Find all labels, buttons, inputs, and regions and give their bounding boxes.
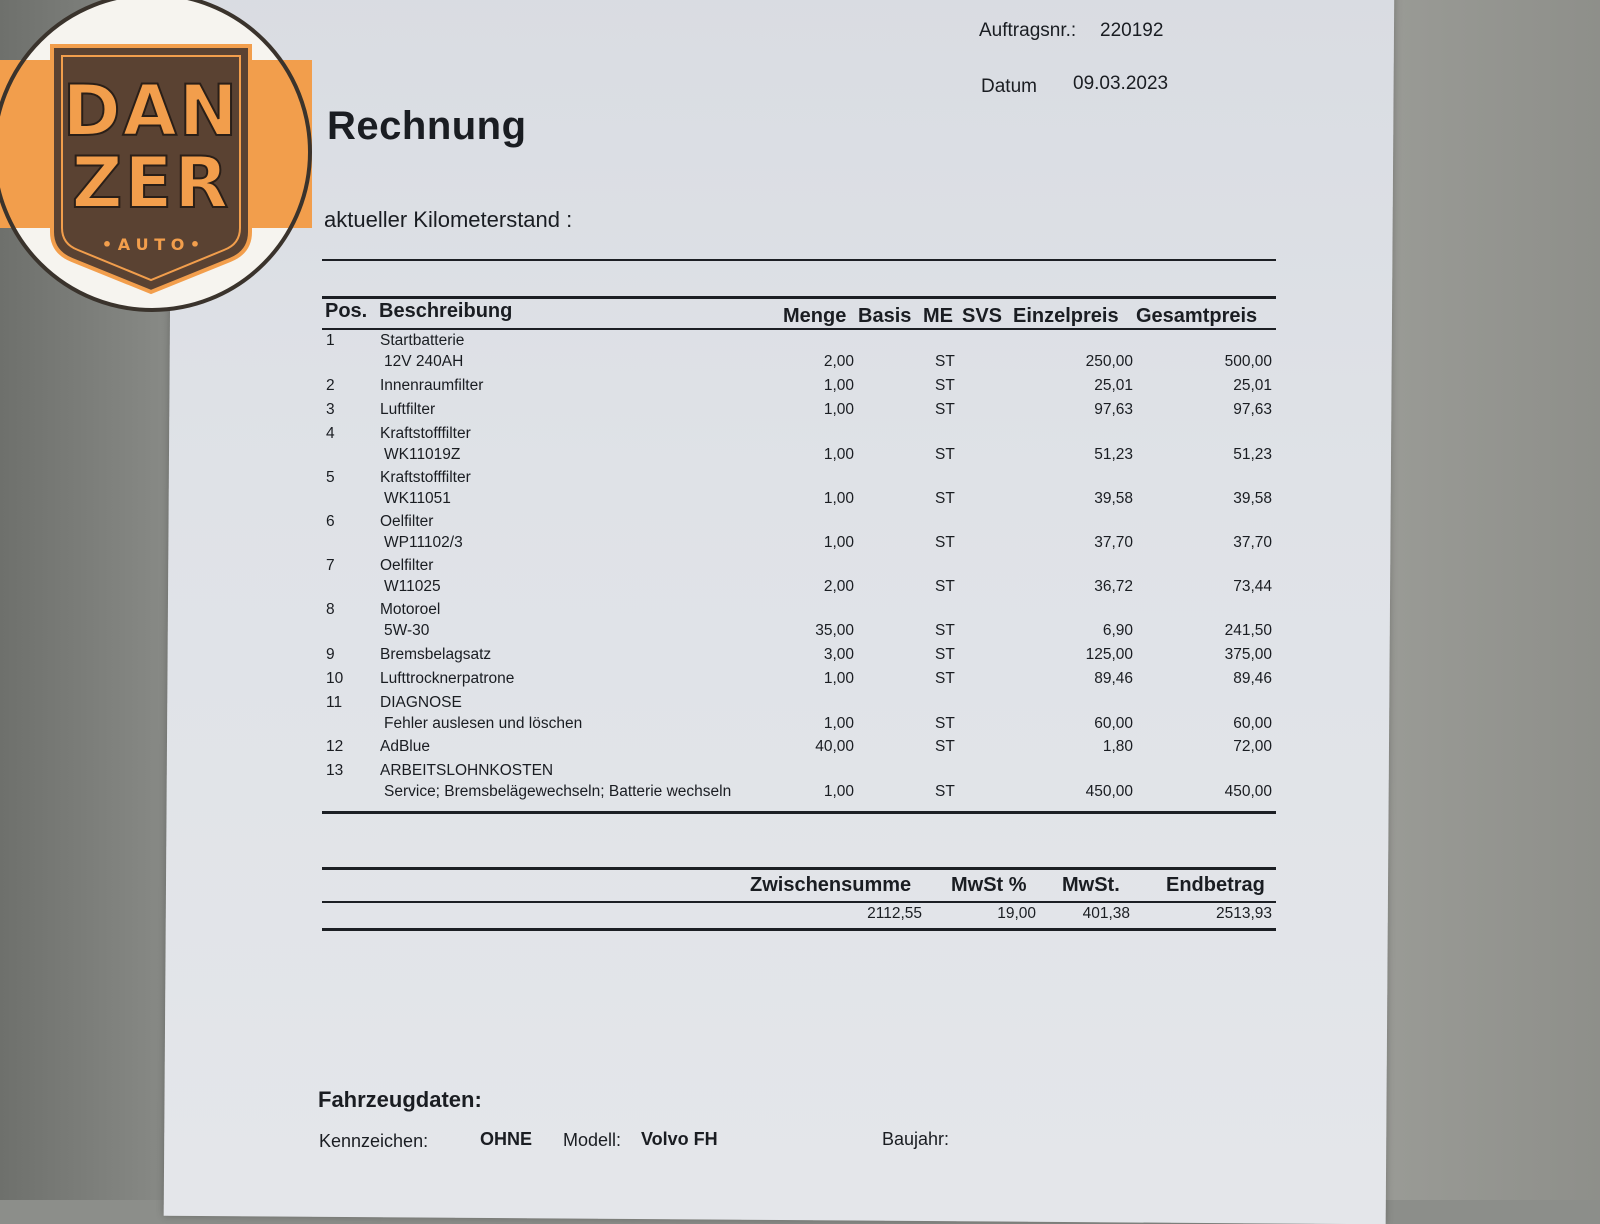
row-gesamtpreis: 51,23 — [1233, 446, 1272, 463]
row-menge: 1,00 — [823, 377, 854, 394]
row-gesamtpreis: 39,58 — [1233, 490, 1272, 507]
row-pos: 12 — [326, 738, 344, 755]
totals-value-endbetrag: 2513,93 — [1215, 905, 1272, 922]
row-description: Kraftstofffilter — [380, 425, 471, 442]
row-menge: 1,00 — [823, 446, 854, 463]
row-einzelpreis: 1,80 — [1102, 738, 1133, 755]
totals-header-zwischensumme: Zwischensumme — [750, 874, 912, 896]
row-einzelpreis: 37,70 — [1094, 534, 1133, 551]
row-description-detail: 5W-30 — [384, 622, 430, 639]
row-einzelpreis: 450,00 — [1085, 783, 1133, 800]
row-me: ST — [935, 646, 955, 663]
row-me: ST — [935, 738, 955, 755]
totals-header-endbetrag: Endbetrag — [1166, 874, 1265, 896]
row-einzelpreis: 39,58 — [1094, 490, 1133, 507]
row-menge: 1,00 — [823, 490, 854, 507]
page-title: Rechnung — [327, 104, 527, 148]
plate-value: OHNE — [480, 1129, 533, 1149]
row-menge: 40,00 — [815, 738, 854, 755]
year-label: Baujahr: — [882, 1129, 950, 1149]
vehicle-section-title: Fahrzeugdaten: — [318, 1087, 482, 1112]
row-me: ST — [935, 401, 955, 418]
row-description: Bremsbelagsatz — [380, 646, 492, 663]
row-description-detail: 12V 240AH — [384, 353, 464, 370]
row-description-detail: Service; Bremsbelägewechseln; Batterie wechseln — [384, 783, 732, 800]
row-description: Kraftstofffilter — [380, 469, 471, 486]
row-me: ST — [935, 670, 955, 687]
row-gesamtpreis: 73,44 — [1233, 578, 1272, 595]
row-pos: 13 — [326, 762, 344, 779]
col-header-description: Beschreibung — [379, 300, 513, 322]
row-description: Luftfilter — [380, 401, 436, 418]
row-description: ARBEITSLOHNKOSTEN — [380, 762, 554, 779]
totals-header-rule — [322, 901, 1276, 903]
row-pos: 3 — [326, 401, 335, 418]
row-menge: 1,00 — [823, 534, 854, 551]
row-einzelpreis: 97,63 — [1094, 401, 1133, 418]
row-pos: 7 — [326, 557, 335, 574]
row-einzelpreis: 36,72 — [1094, 578, 1133, 595]
row-me: ST — [935, 783, 955, 800]
row-gesamtpreis: 500,00 — [1224, 353, 1272, 370]
row-menge: 3,00 — [823, 646, 854, 663]
row-me: ST — [935, 446, 955, 463]
row-pos: 10 — [326, 670, 344, 687]
totals-top-rule — [322, 867, 1276, 870]
row-gesamtpreis: 450,00 — [1224, 783, 1272, 800]
totals-value-mwst-percent: 19,00 — [997, 905, 1036, 922]
row-pos: 8 — [326, 601, 335, 618]
row-gesamtpreis: 25,01 — [1233, 377, 1272, 394]
row-gesamtpreis: 60,00 — [1233, 715, 1272, 732]
row-description: AdBlue — [380, 738, 430, 755]
row-pos: 9 — [326, 646, 335, 663]
row-gesamtpreis: 89,46 — [1233, 670, 1272, 687]
row-menge: 1,00 — [823, 401, 854, 418]
row-einzelpreis: 6,90 — [1102, 622, 1133, 639]
row-pos: 11 — [326, 694, 343, 711]
row-description: Motoroel — [380, 601, 441, 618]
row-einzelpreis: 25,01 — [1094, 377, 1133, 394]
col-header-menge: Menge — [783, 305, 847, 327]
col-header-pos: Pos. — [325, 300, 368, 322]
row-description: Oelfilter — [380, 513, 434, 530]
km-label: aktueller Kilometerstand : — [324, 207, 573, 232]
row-gesamtpreis: 241,50 — [1224, 622, 1272, 639]
row-menge: 1,00 — [823, 783, 854, 800]
row-pos: 1 — [326, 332, 335, 349]
row-description-detail: W11025 — [384, 578, 441, 595]
model-value: Volvo FH — [641, 1129, 718, 1149]
row-pos: 4 — [326, 425, 335, 442]
panzer-auto-logo — [0, 0, 312, 312]
totals-header-mwst-percent: MwSt % — [951, 874, 1027, 896]
logo-text-line1: DAN — [62, 70, 240, 152]
order-number-value: 220192 — [1100, 20, 1164, 41]
date-label: Datum — [981, 76, 1037, 97]
row-menge: 2,00 — [823, 578, 854, 595]
totals-value-mwst: 401,38 — [1082, 905, 1130, 922]
totals-header-mwst: MwSt. — [1062, 874, 1120, 896]
row-einzelpreis: 51,23 — [1094, 446, 1133, 463]
model-label: Modell: — [563, 1130, 622, 1150]
table-bottom-rule — [322, 811, 1276, 814]
row-einzelpreis: 89,46 — [1094, 670, 1133, 687]
row-description: Lufttrocknerpatrone — [380, 670, 515, 687]
row-me: ST — [935, 578, 955, 595]
row-description: Oelfilter — [380, 557, 434, 574]
row-me: ST — [935, 622, 955, 639]
row-menge: 35,00 — [815, 622, 854, 639]
order-number-label: Auftragsnr.: — [979, 20, 1077, 41]
row-description: DIAGNOSE — [380, 694, 462, 711]
row-description-detail: WK11051 — [384, 490, 451, 507]
col-header-einzelpreis: Einzelpreis — [1013, 305, 1119, 327]
row-einzelpreis: 250,00 — [1085, 353, 1133, 370]
row-me: ST — [935, 534, 955, 551]
date-value: 09.03.2023 — [1073, 73, 1169, 94]
row-gesamtpreis: 37,70 — [1233, 534, 1272, 551]
row-pos: 6 — [326, 513, 335, 530]
totals-bottom-rule — [322, 928, 1276, 931]
row-description: Startbatterie — [380, 332, 465, 349]
row-einzelpreis: 60,00 — [1094, 715, 1133, 732]
row-description-detail: Fehler auslesen und löschen — [384, 715, 583, 732]
row-einzelpreis: 125,00 — [1085, 646, 1133, 663]
row-me: ST — [935, 377, 955, 394]
col-header-svs: SVS — [962, 305, 1003, 327]
row-pos: 5 — [326, 469, 335, 486]
row-description: Innenraumfilter — [380, 377, 484, 394]
row-gesamtpreis: 97,63 — [1233, 401, 1272, 418]
row-pos: 2 — [326, 377, 335, 394]
plate-label: Kennzeichen: — [319, 1131, 429, 1151]
row-gesamtpreis: 72,00 — [1233, 738, 1272, 755]
totals-value-zwischensumme: 2112,55 — [867, 905, 922, 922]
row-description-detail: WP11102/3 — [384, 534, 463, 551]
row-menge: 1,00 — [823, 670, 854, 687]
logo-text-line2: ZER — [71, 142, 231, 224]
col-header-me: ME — [923, 305, 953, 327]
row-menge: 2,00 — [823, 353, 854, 370]
row-gesamtpreis: 375,00 — [1224, 646, 1272, 663]
col-header-gesamtpreis: Gesamtpreis — [1136, 305, 1258, 327]
row-menge: 1,00 — [823, 715, 854, 732]
row-me: ST — [935, 715, 955, 732]
col-header-basis: Basis — [858, 305, 912, 327]
logo-tagline: • A U T O • — [101, 235, 201, 254]
row-me: ST — [935, 353, 955, 370]
row-me: ST — [935, 490, 955, 507]
row-description-detail: WK11019Z — [384, 446, 461, 463]
